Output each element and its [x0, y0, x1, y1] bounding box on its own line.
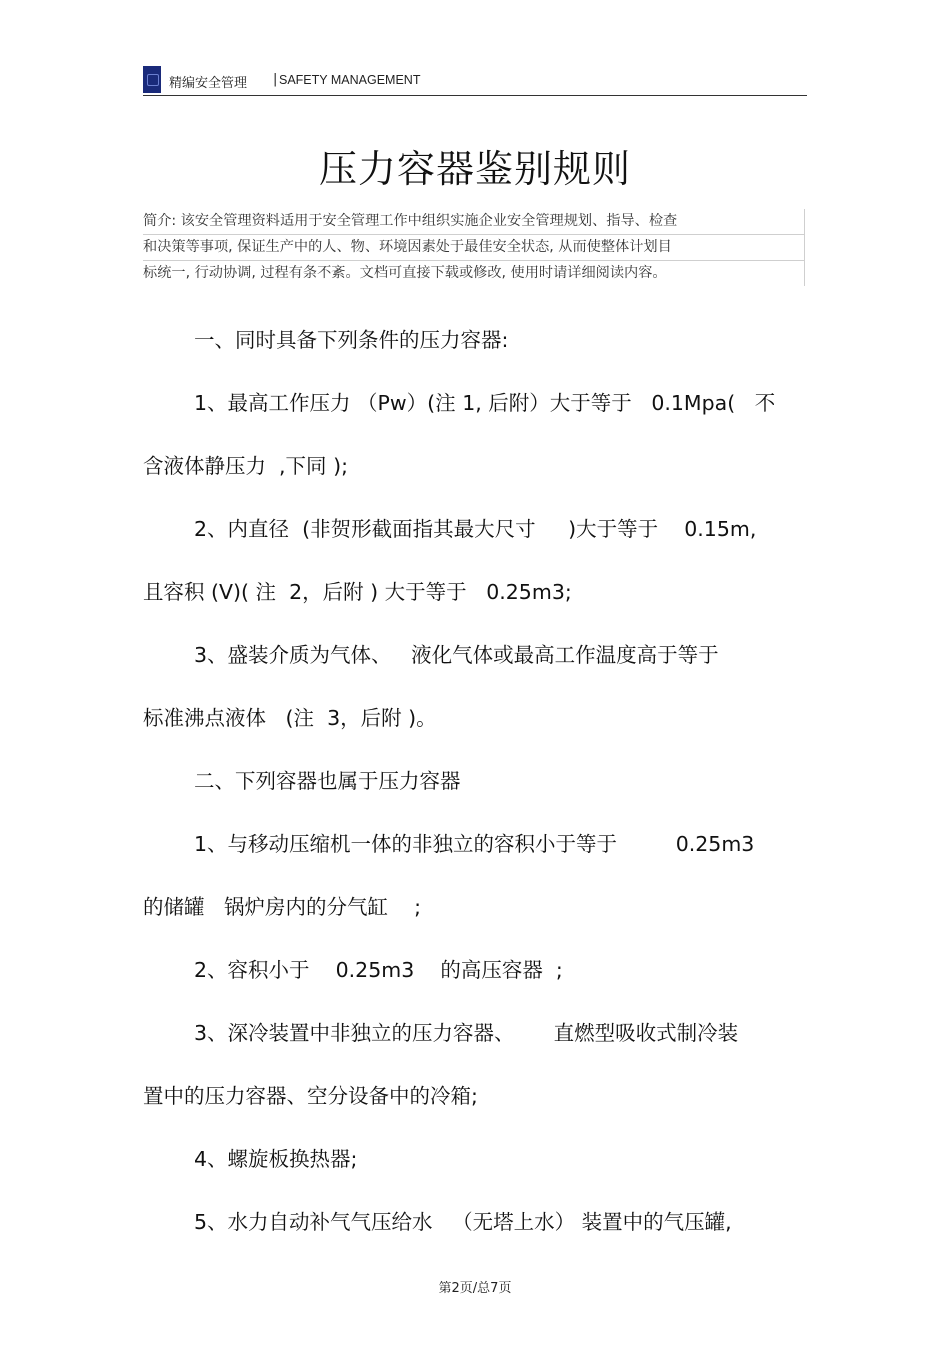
document-body [143, 309, 805, 1254]
body-paragraph-line: 1、最高工作压力 （Pw）(注 1, 后附）大于等于 0.1Mpa( 不 [194, 391, 776, 415]
body-paragraph-line: 一、同时具备下列条件的压力容器: [194, 328, 509, 352]
intro-line: 标统一, 行动协调, 过程有条不紊。文档可直接下载或修改, 使用时请详细阅读内容。 [143, 261, 805, 286]
intro-line: 简介: 该安全管理资料适用于安全管理工作中组织实施企业安全管理规划、指导、检查 [143, 209, 805, 235]
body-paragraph-line: 2、容积小于 0.25m3 的高压容器 ; [194, 958, 563, 982]
header-separator: | [273, 72, 278, 87]
intro-line: 和决策等事项, 保证生产中的人、物、环境因素处于最佳安全状态, 从而使整体计划目 [143, 235, 805, 261]
page-header [143, 66, 807, 96]
brand-name-cn: 精编安全管理 [169, 76, 248, 91]
brand-name-en: SAFETY MANAGEMENT [279, 73, 421, 87]
body-paragraph-line: 标准沸点液体 (注 3，后附 )。 [143, 706, 437, 730]
body-paragraph-line: 的储罐 锅炉房内的分气缸 ; [143, 895, 422, 919]
body-paragraph-line: 且容积 (V)( 注 2，后附 ) 大于等于 0.25m3; [143, 580, 572, 604]
body-paragraph-line: 置中的压力容器、空分设备中的冷箱; [143, 1084, 478, 1108]
body-paragraph-line: 5、水力自动补气气压给水 （无塔上水） 装置中的气压罐, [194, 1210, 732, 1234]
logo-icon [143, 66, 161, 93]
document-title: 压力容器鉴别规则 [318, 147, 631, 191]
page-number: 第2页/总7页 [438, 1281, 512, 1296]
intro-box [143, 209, 805, 286]
body-paragraph-line: 4、螺旋板换热器; [194, 1147, 358, 1171]
body-paragraph-line: 3、深冷装置中非独立的压力容器、 直燃型吸收式制冷装 [194, 1021, 739, 1045]
body-paragraph-line: 2、内直径 (非贺形截面指其最大尺寸 )大于等于 0.15m, [194, 517, 757, 541]
body-paragraph-line: 1、与移动压缩机一体的非独立的容积小于等于 0.25m3 [194, 832, 755, 856]
body-paragraph-line: 含液体静压力 ,下同 ); [143, 454, 348, 478]
body-paragraph-line: 3、盛装介质为气体、 液化气体或最高工作温度高于等于 [194, 643, 719, 667]
body-paragraph-line: 二、下列容器也属于压力容器 [194, 769, 461, 793]
